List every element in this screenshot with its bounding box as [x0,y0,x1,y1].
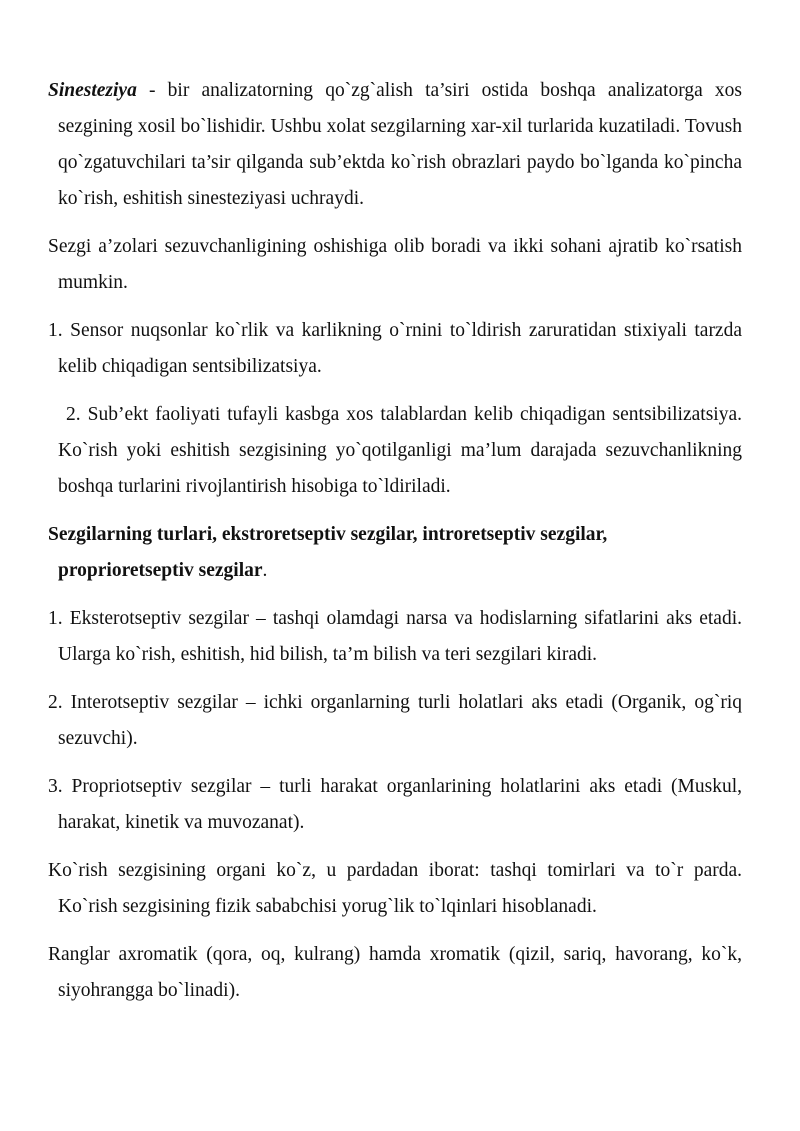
paragraph-colors: Ranglar axromatik (qora, oq, kulrang) hamda xromatik (qizil, sariq, havorang, ko`k, siyohrangga bo`linadi). [48,944,742,1001]
paragraph-interoceptive: 2. Interotseptiv sezgilar – ichki organlarning turli holatlari aks etadi (Organik, og`riq sezuvchi). [48,692,742,749]
paragraph-sensitization-item-2: 2. Sub’ekt faoliyati tufayli kasbga xos talablardan kelib chiqadigan sentsibilizatsiya. Ko`rish yoki eshitish sezgisining yo`qotilganligi ma’lum darajada sezuvchanlikning boshqa turlarini rivojlantirish hisobiga to`ldiriladi. [58,404,742,497]
paragraph-sinesteziya [48,73,742,217]
term-sinesteziya: Sinesteziya [48,80,137,101]
paragraph-sinesteziya-text: - bir analizatorning qo`zg`alish ta’siri ostida boshqa analizatorga xos sezgining xosil bo`lishidir. Ushbu xolat sezgilarning xar-xil turlarida kuzatiladi. Tovush qo`zgatuvchilari ta’sir qilganda sub’ektda ko`rish obrazlari paydo bo`lganda ko`pincha ko`rish, eshitish sinesteziyasi uchraydi. [58,80,742,209]
paragraph-vision-organ: Ko`rish sezgisining organi ko`z, u pardadan iborat: tashqi tomirlari va to`r parda. Ko`rish sezgisining fizik sababchisi yorug`lik to`lqinlari hisoblanadi. [48,860,742,917]
section-heading-text: Sezgilarning turlari, ekstroretseptiv sezgilar, introretseptiv sezgilar, proprioretseptiv sezgilar [48,524,608,581]
paragraph-exteroceptive: 1. Eksterotseptiv sezgilar – tashqi olamdagi narsa va hodislarning sifatlarini aks etadi. Ularga ko`rish, eshitish, hid bilish, ta’m bilish va teri sezgilari kiradi. [48,608,742,665]
section-heading-sensation-types [48,517,742,589]
document-page [48,73,742,1021]
paragraph-proprioceptive: 3. Propriotseptiv sezgilar – turli harakat organlarining holatlarini aks etadi (Muskul, harakat, kinetik va muvozanat). [48,776,742,833]
paragraph-sensitization-item-1: 1. Sensor nuqsonlar ko`rlik va karlikning o`rnini to`ldirish zaruratidan stixiyali tarzda kelib chiqadigan sentsibilizatsiya. [48,320,742,377]
section-heading-period: . [262,560,268,581]
paragraph-sensitization-intro: Sezgi a’zolari sezuvchanligining oshishiga olib boradi va ikki sohani ajratib ko`rsatish mumkin. [48,236,742,293]
